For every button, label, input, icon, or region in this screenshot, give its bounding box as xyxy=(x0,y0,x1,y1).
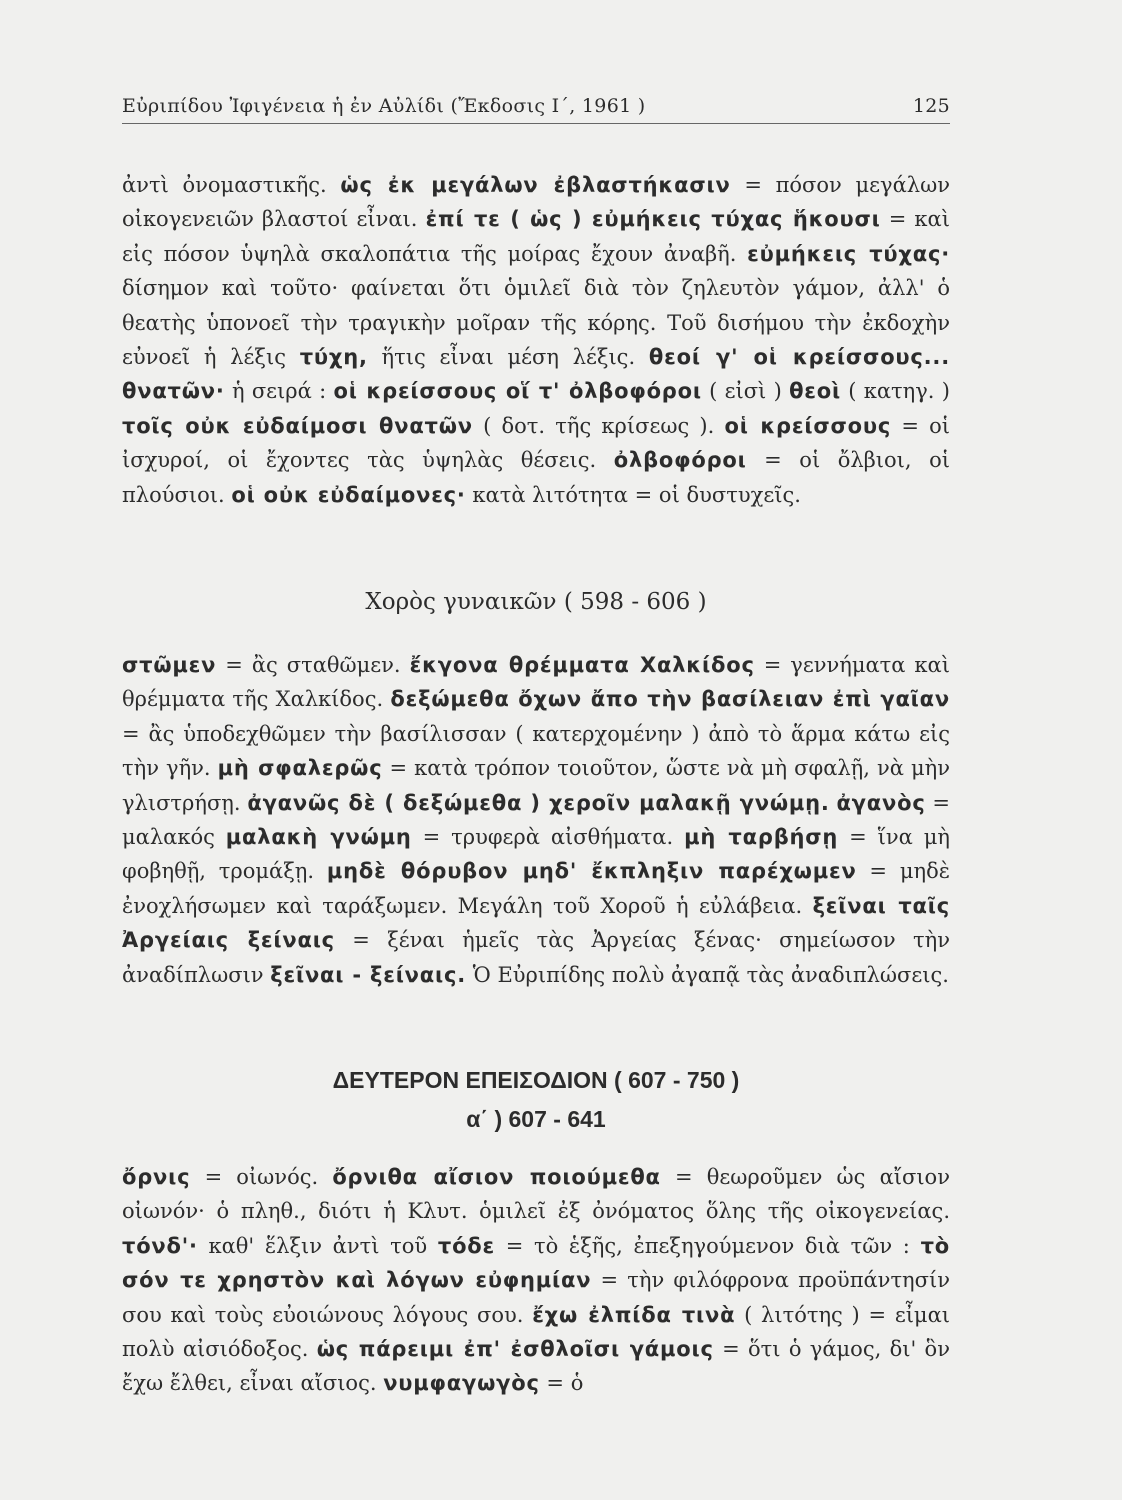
gloss-text: = ἂς ὑποδεχθῶμεν τὴν βασίλισσαν ( κατερχομένην ) ἀπὸ τὸ ἅρμα κάτω εἰς τὴν γῆν. xyxy=(122,721,950,781)
gloss-text: = ὅτι ὁ γάμος, δι' ὃν ἔχω ἔλθει, εἶναι αἴσιος. xyxy=(122,1337,950,1396)
gloss-text: κατὰ λιτότητα = οἱ δυστυχεῖς. xyxy=(472,482,801,507)
lemma: εὐμήκεις τύχας· xyxy=(747,241,950,266)
gloss-text: = πόσον μεγάλων οἰκογενειῶν βλαστοί εἶναι. xyxy=(122,173,950,232)
lemma: ξεῖναι ταῖς Ἀργείαις ξείναις xyxy=(122,893,950,953)
lemma: ἔκγονα θρέμματα Χαλκίδος xyxy=(409,653,755,677)
gloss-text: ἀντὶ ὀνομαστικῆς. xyxy=(122,173,327,197)
gloss-text: = ἂς σταθῶμεν. xyxy=(225,653,401,677)
lemma: ἀγανῶς δὲ ( δεξώμεθα ) χεροῖν μαλακῇ γνώμῃ. xyxy=(247,790,830,815)
lemma: μὴ σφαλερῶς xyxy=(217,756,383,781)
gloss-text: = γεννήματα καὶ θρέμματα τῆς Χαλκίδος. xyxy=(122,653,950,712)
lemma: μαλακὴ γνώμη xyxy=(225,825,412,850)
lemma: ἐπί τε ( ὡς ) εὐμήκεις τύχας ἥκουσι xyxy=(425,207,881,232)
lemma: ἀγανὸς xyxy=(836,790,926,815)
gloss-text: = τὴν φιλόφρονα προϋπάντησίν σου καὶ τοὺς εὐοιώνους λόγους σου. xyxy=(122,1268,950,1327)
lemma: οἱ κρείσσους οἵ τ' ὀλβοφόροι xyxy=(333,379,702,404)
lemma: ὄρνιθα αἴσιον ποιούμεθα xyxy=(332,1165,661,1189)
header-title: Εὐριπίδου Ἰφιγένεια ἡ ἐν Αὐλίδι (Ἔκδοσις Ι΄, 1961 ) xyxy=(122,95,646,117)
lemma: οἱ οὐκ εὐδαίμονες· xyxy=(231,482,466,507)
section-heading-episode xyxy=(122,1063,950,1097)
lemma: στῶμεν xyxy=(122,653,217,677)
lemma: οἱ κρείσσους xyxy=(724,413,892,438)
lemma: τὸ σόν τε χρηστὸν καὶ λόγων εὐφημίαν xyxy=(122,1233,951,1293)
commentary-paragraph-2 xyxy=(122,648,950,992)
gloss-text: = ἵνα μὴ φοβηθῇ, τρομάξῃ. xyxy=(122,825,950,884)
commentary-paragraph-3 xyxy=(122,1160,950,1401)
gloss-text: ( δοτ. τῆς κρίσεως ). xyxy=(483,413,715,438)
gloss-text: = καὶ εἰς πόσον ὑψηλὰ σκαλοπάτια τῆς μοίρας ἔχουν ἀναβῆ. xyxy=(122,207,950,266)
gloss-text: ( εἰσὶ ) xyxy=(709,379,782,404)
page-number: 125 xyxy=(912,95,950,117)
lemma: τόδε xyxy=(437,1233,496,1258)
gloss-text: ἡ σειρά : xyxy=(231,379,327,404)
gloss-text: = τὸ ἑξῆς, ἐπεξηγούμενον διὰ τῶν : xyxy=(505,1233,910,1258)
gloss-text: ( κατηγ. ) xyxy=(848,379,950,404)
lemma: ὀλβοφόροι xyxy=(613,448,747,473)
lemma: νυμφαγωγὸς xyxy=(383,1371,540,1396)
section-heading-chorus xyxy=(122,585,950,619)
gloss-text: = θεωροῦμεν ὡς αἴσιον οἰωνόν· ὁ πληθ., διότι ἡ Κλυτ. ὁμιλεῖ ἐξ ὀνόματος ὅλης τῆς οἰκογενείας. xyxy=(122,1165,950,1224)
lemma: ὡς ἐκ μεγάλων ἐβλαστήκασιν xyxy=(340,173,731,197)
gloss-text: ἥτις εἶναι μέση λέξις. xyxy=(381,345,636,370)
commentary-paragraph-1 xyxy=(122,168,950,512)
gloss-text: = τρυφερὰ αἰσθήματα. xyxy=(422,825,674,850)
lemma: ξεῖναι - ξείναις. xyxy=(270,962,467,987)
page-body xyxy=(122,0,950,1500)
section-subheading-text: α΄ ) 607 - 641 xyxy=(466,1106,606,1132)
gloss-text: = κατὰ τρόπον τοιοῦτον, ὥστε νὰ μὴ σφαλῇ, νὰ μὴν γλιστρήσῃ. xyxy=(122,756,950,815)
gloss-text: καθ' ἕλξιν ἀντὶ τοῦ xyxy=(208,1233,428,1258)
lemma: τύχη, xyxy=(299,345,368,370)
lemma: ὄρνις xyxy=(122,1165,191,1189)
lemma: ὡς πάρειμι ἐπ' ἐσθλοῖσι γάμοις xyxy=(316,1337,714,1362)
gloss-text: = μαλακός xyxy=(122,790,950,850)
gloss-text: = ὁ xyxy=(546,1371,584,1396)
section-heading-text: Χορὸς γυναικῶν ( 598 - 606 ) xyxy=(365,589,707,615)
gloss-text: = οἱ ἰσχυροί, οἱ ἔχοντες τὰς ὑψηλὰς θέσεις. xyxy=(122,413,950,473)
gloss-text: δίσημον καὶ τοῦτο· φαίνεται ὅτι ὁμιλεῖ διὰ τὸν ζηλευτὸν γάμον, ἀλλ' ὁ θεατὴς ὑπονοεῖ τὴν τραγικὴν μοῖραν τῆς κόρης. Τοῦ δισήμου τὴν ἐκδοχὴν εὐνοεῖ ἡ λέξις xyxy=(122,276,950,370)
gloss-text: Ὁ Εὐριπίδης πολὺ ἀγαπᾷ τὰς ἀναδιπλώσεις. xyxy=(472,962,949,987)
section-subheading xyxy=(122,1102,950,1136)
lemma: δεξώμεθα ὄχων ἄπο τὴν βασίλειαν ἐπὶ γαῖαν xyxy=(390,687,950,712)
lemma: ἔχω ἐλπίδα τινὰ xyxy=(532,1302,736,1327)
lemma: μηδὲ θόρυβον μηδ' ἔκπληξιν παρέχωμεν xyxy=(326,859,857,884)
lemma: θεοί γ' οἱ κρείσσους... θνατῶν· xyxy=(122,345,950,404)
gloss-text: = οἰωνός. xyxy=(204,1165,319,1189)
lemma: τόνδ'· xyxy=(122,1233,198,1258)
gloss-text: = οἱ ὄλβιοι, οἱ πλούσιοι. xyxy=(122,448,950,507)
section-heading-text: ΔΕΥΤΕΡΟΝ ΕΠΕΙΣΟΔΙΟΝ ( 607 - 750 ) xyxy=(332,1067,740,1093)
gloss-text: ( λιτότης ) = εἶμαι πολὺ αἰσιόδοξος. xyxy=(122,1302,950,1362)
lemma: μὴ ταρβήσῃ xyxy=(684,825,839,850)
gloss-text: = ξέναι ἡμεῖς τὰς Ἀργείας ξένας· σημείωσον τὴν ἀναδίπλωσιν xyxy=(122,928,950,987)
gloss-text: = μηδὲ ἐνοχλήσωμεν καὶ ταράξωμεν. Μεγάλη τοῦ Χοροῦ ἡ εὐλάβεια. xyxy=(122,859,950,918)
lemma: θεοὶ xyxy=(789,379,841,404)
lemma: τοῖς οὐκ εὐδαίμοσι θνατῶν xyxy=(122,413,473,438)
